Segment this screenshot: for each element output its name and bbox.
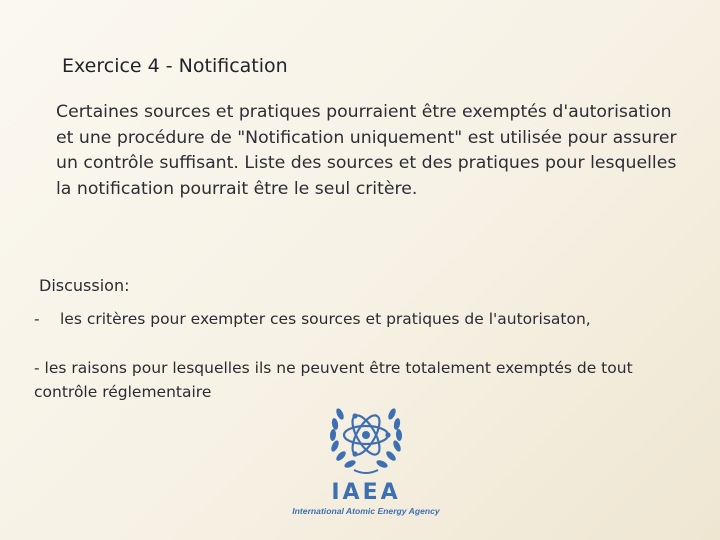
slide-title: Exercice 4 - Notification	[62, 55, 288, 77]
logo-name: IAEA	[331, 480, 401, 505]
iaea-emblem-icon	[316, 398, 416, 478]
logo-subtitle: International Atomic Energy Agency	[292, 506, 440, 516]
bullet-text: les critères pour exempter ces sources et pratiques de l'autorisaton,	[60, 310, 591, 328]
iaea-logo	[286, 398, 446, 523]
bullet-item-1	[34, 310, 591, 328]
bullet-dash: -	[34, 310, 40, 328]
discussion-label: Discussion:	[39, 276, 130, 295]
bullet-item-2: - les raisons pour lesquelles ils ne peuvent être totalement exemptés de tout contrôle réglementaire	[34, 359, 633, 401]
intro-paragraph: Certaines sources et pratiques pourraient être exemptés d'autorisation et une procédure de "Notification uniquement" est utilisée pour assurer un contrôle suffisant. Liste des sources et des pratiques pour lesquelles la notification pourrait être le seul critère.	[56, 102, 677, 199]
